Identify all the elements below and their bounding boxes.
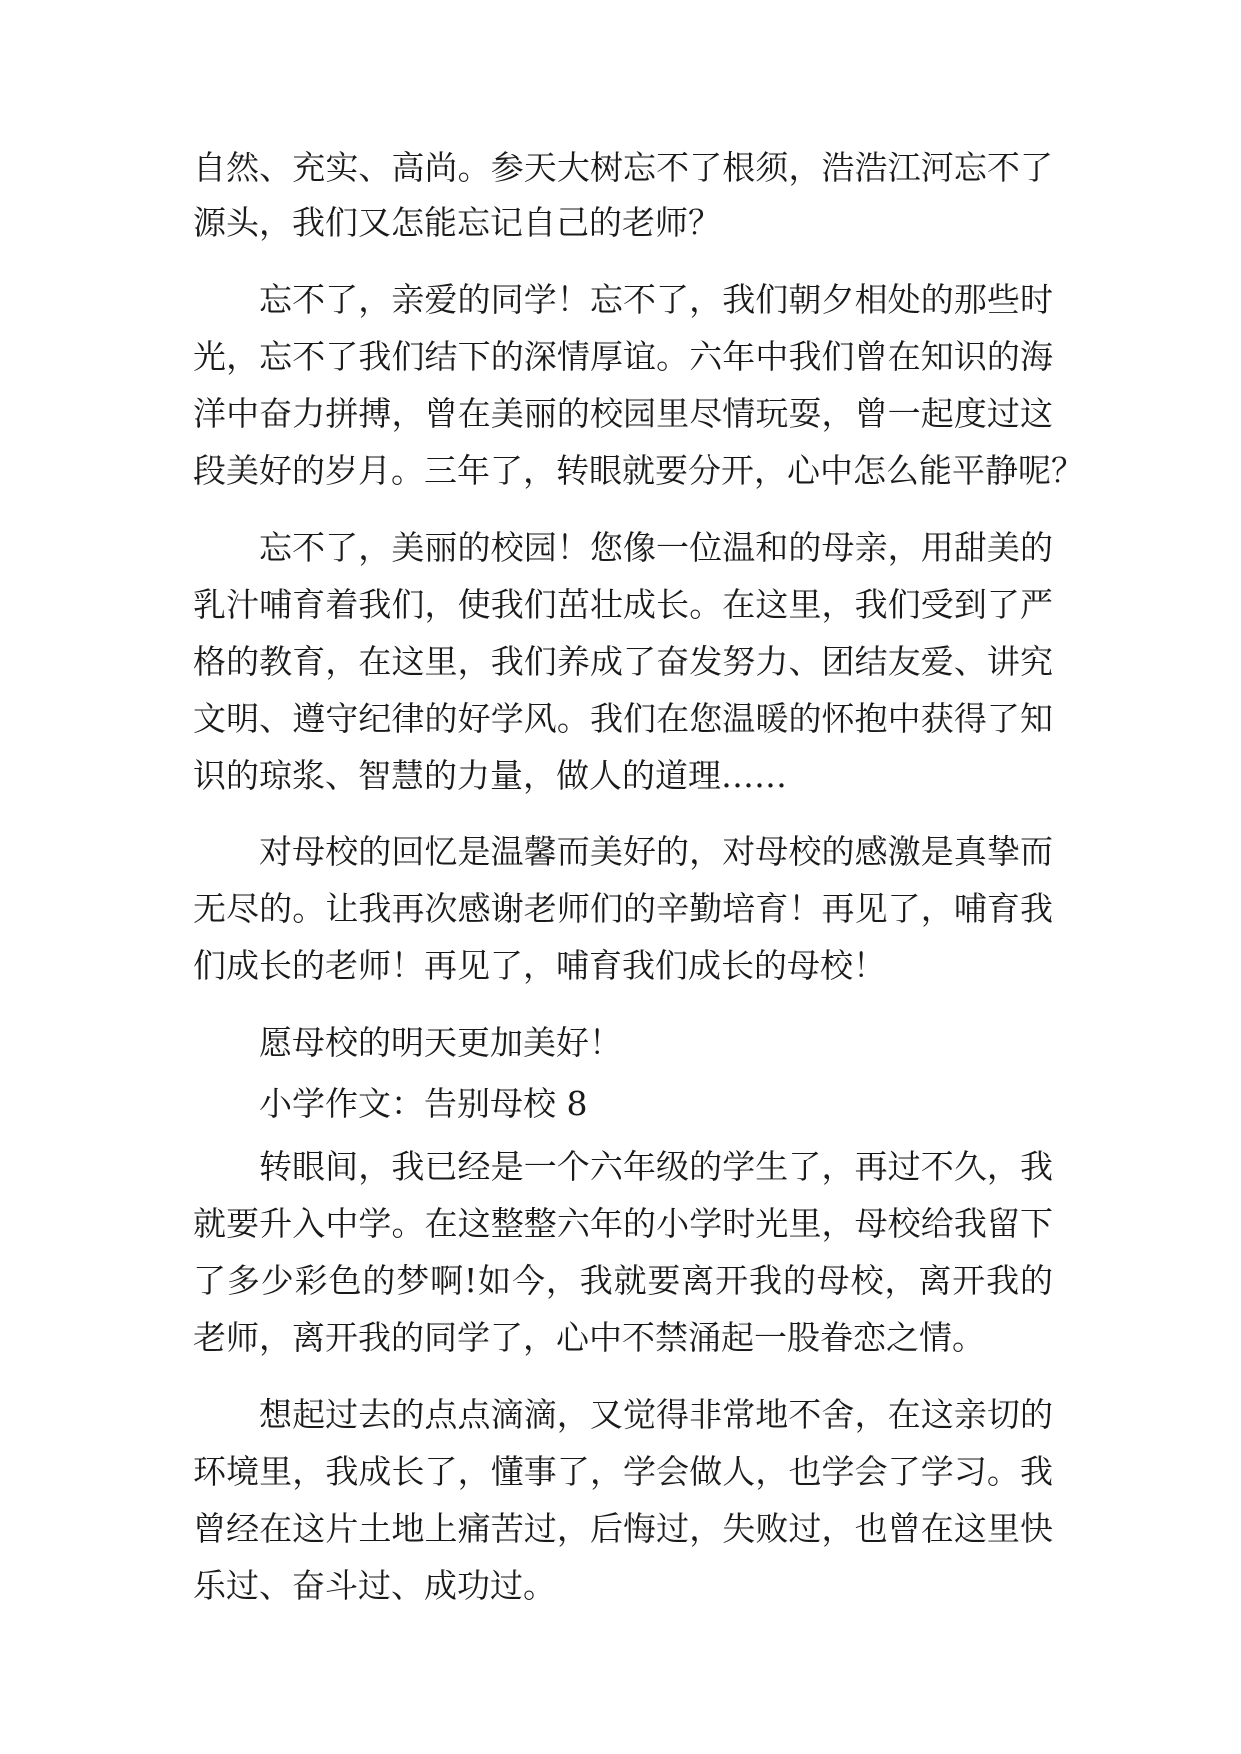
text-line: 转眼间，我已经是一个六年级的学生了，再过不久，我 [259, 1147, 1053, 1186]
text-line: 曾经在这片土地上痛苦过，后悔过，失败过，也曾在这里快 [193, 1509, 1053, 1548]
text-line: 老师，离开我的同学了，心中不禁涌起一股眷恋之情。 [193, 1318, 985, 1357]
text-line: 光，忘不了我们结下的深情厚谊。六年中我们曾在知识的海 [193, 337, 1053, 376]
text-line: 洋中奋力拼搏，曾在美丽的校园里尽情玩耍，曾一起度过这 [193, 394, 1053, 433]
text-line: 忘不了，美丽的校园！您像一位温和的母亲，用甜美的 [259, 528, 1053, 567]
text-line: 乐过、奋斗过、成功过。 [193, 1566, 556, 1605]
section-heading: 小学作文：告别母校 8 [259, 1084, 588, 1123]
text-line: 格的教育，在这里，我们养成了奋发努力、团结友爱、讲究 [193, 642, 1053, 681]
text-line: 忘不了，亲爱的同学！忘不了，我们朝夕相处的那些时 [259, 280, 1053, 319]
text-line: 无尽的。让我再次感谢老师们的辛勤培育！再见了，哺育我 [193, 889, 1053, 928]
text-line: 乳汁哺育着我们，使我们茁壮成长。在这里，我们受到了严 [193, 585, 1053, 624]
text-line: 识的琼浆、智慧的力量，做人的道理…… [193, 756, 787, 795]
text-line: 自然、充实、高尚。参天大树忘不了根须，浩浩江河忘不了 [193, 148, 1053, 187]
text-line: 段美好的岁月。三年了，转眼就要分开，心中怎么能平静呢？ [193, 451, 1084, 490]
text-line: 源头，我们又怎能忘记自己的老师？ [193, 203, 721, 242]
text-line: 们成长的老师！再见了，哺育我们成长的母校！ [193, 946, 886, 985]
text-line: 文明、遵守纪律的好学风。我们在您温暖的怀抱中获得了知 [193, 699, 1053, 738]
text-line: 对母校的回忆是温馨而美好的，对母校的感激是真挚而 [259, 832, 1053, 871]
text-line: 想起过去的点点滴滴，又觉得非常地不舍，在这亲切的 [259, 1395, 1053, 1434]
text-line: 环境里，我成长了，懂事了，学会做人，也学会了学习。我 [193, 1452, 1053, 1491]
text-line: 了多少彩色的梦啊!如今，我就要离开我的母校，离开我的 [193, 1261, 1053, 1300]
text-line: 愿母校的明天更加美好！ [259, 1023, 622, 1062]
text-line: 就要升入中学。在这整整六年的小学时光里，母校给我留下 [193, 1204, 1053, 1243]
